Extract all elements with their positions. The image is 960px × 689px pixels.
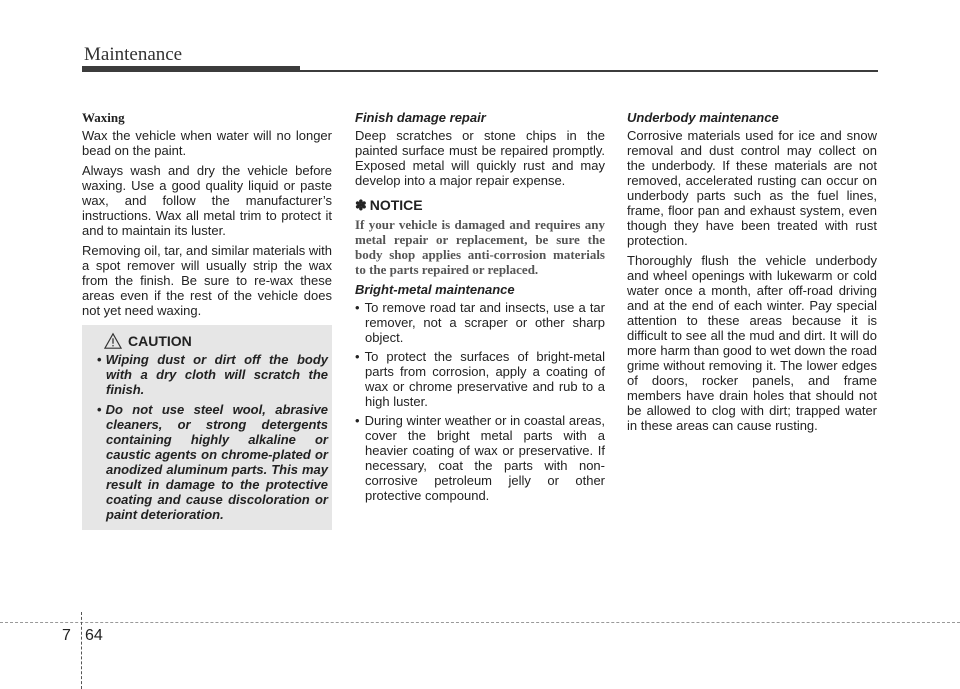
notice-title: NOTICE <box>369 197 423 213</box>
page-number: 64 <box>85 627 103 644</box>
warning-triangle-icon <box>104 332 122 350</box>
finish-paragraph: Deep scratches or stone chips in the painted surface must be repaired promptly. Exposed metal will quickly rust and may develop into a major repair expense. <box>355 128 605 188</box>
header-bar <box>82 66 300 72</box>
bright-metal-list <box>355 300 605 503</box>
page-title: Maintenance <box>84 44 183 65</box>
underbody-paragraph: Thoroughly flush the vehicle underbody and wheel openings with lukewarm or cold water once a month, after off-road driving and at the end of each winter. Pay special attention to these areas because it is difficult to see all the mud and dirt. It will do more harm than good to wet down the road grime without removing it. The lower edges of doors, rocker panels, and frame members have drain holes that should not be allowed to clog with dirt; trapped water in these areas can cause rusting. <box>627 253 877 433</box>
caution-item: • Wiping dust or dirt off the body with a dry cloth will scratch the finish. <box>92 352 328 397</box>
caution-item: • Do not use steel wool, abrasive cleaners, or strong detergents containing highly alkaline or caustic agents on chrome-plated or anodized aluminum parts. This may result in damage to the protective coating and cause discoloration or paint deterioration. <box>92 402 328 522</box>
list-item: • To protect the surfaces of bright-metal parts from corrosion, apply a coating of wax or chrome preservative and rub to a high luster. <box>355 349 605 409</box>
column-underbody <box>627 110 877 438</box>
underbody-heading: Underbody maintenance <box>627 110 779 125</box>
waxing-paragraph: Removing oil, tar, and similar materials with a spot remover will usually strip the wax from the finish. Be sure to re-wax these areas even if the rest of the vehicle does not yet need waxing. <box>82 243 332 318</box>
underbody-paragraph: Corrosive materials used for ice and snow removal and dust control may collect on the underbody. If these materials are not removed, accelerated rusting can occur on underbody parts such as the fuel lines, frame, floor pan and exhaust system, even though they have been treated with rust protection. <box>627 128 877 248</box>
caution-header <box>104 332 192 350</box>
footer-divider <box>81 612 82 689</box>
list-item: • To remove road tar and insects, use a tar remover, not a scraper or other sharp object. <box>355 300 605 345</box>
chapter-number: 7 <box>62 627 71 644</box>
finish-heading: Finish damage repair <box>355 110 486 125</box>
notice-text: If your vehicle is damaged and requires any metal repair or replacement, be sure the body shop applies anti-corrosion materials to the parts repaired or replaced. <box>355 217 605 277</box>
caution-title: CAUTION <box>128 333 192 349</box>
caution-list <box>92 352 328 527</box>
notice-star-icon: ✽ <box>355 197 367 213</box>
column-waxing <box>82 110 332 323</box>
header-rule <box>300 70 878 72</box>
notice-header <box>355 198 605 213</box>
waxing-heading: Waxing <box>82 110 125 125</box>
footer-rule <box>0 622 960 623</box>
list-item: • During winter weather or in coastal areas, cover the bright metal parts with a heavier coating of wax or preservative. If necessary, coat the parts with non-corrosive petroleum jelly or other protective compound. <box>355 413 605 503</box>
column-finish-repair <box>355 110 605 507</box>
waxing-paragraph: Wax the vehicle when water will no longer bead on the paint. <box>82 128 332 158</box>
bright-metal-heading: Bright-metal maintenance <box>355 282 515 297</box>
waxing-paragraph: Always wash and dry the vehicle before waxing. Use a good quality liquid or paste wax, and follow the manufacturer’s instructions. Wax all metal trim to protect it and to maintain its luster. <box>82 163 332 238</box>
